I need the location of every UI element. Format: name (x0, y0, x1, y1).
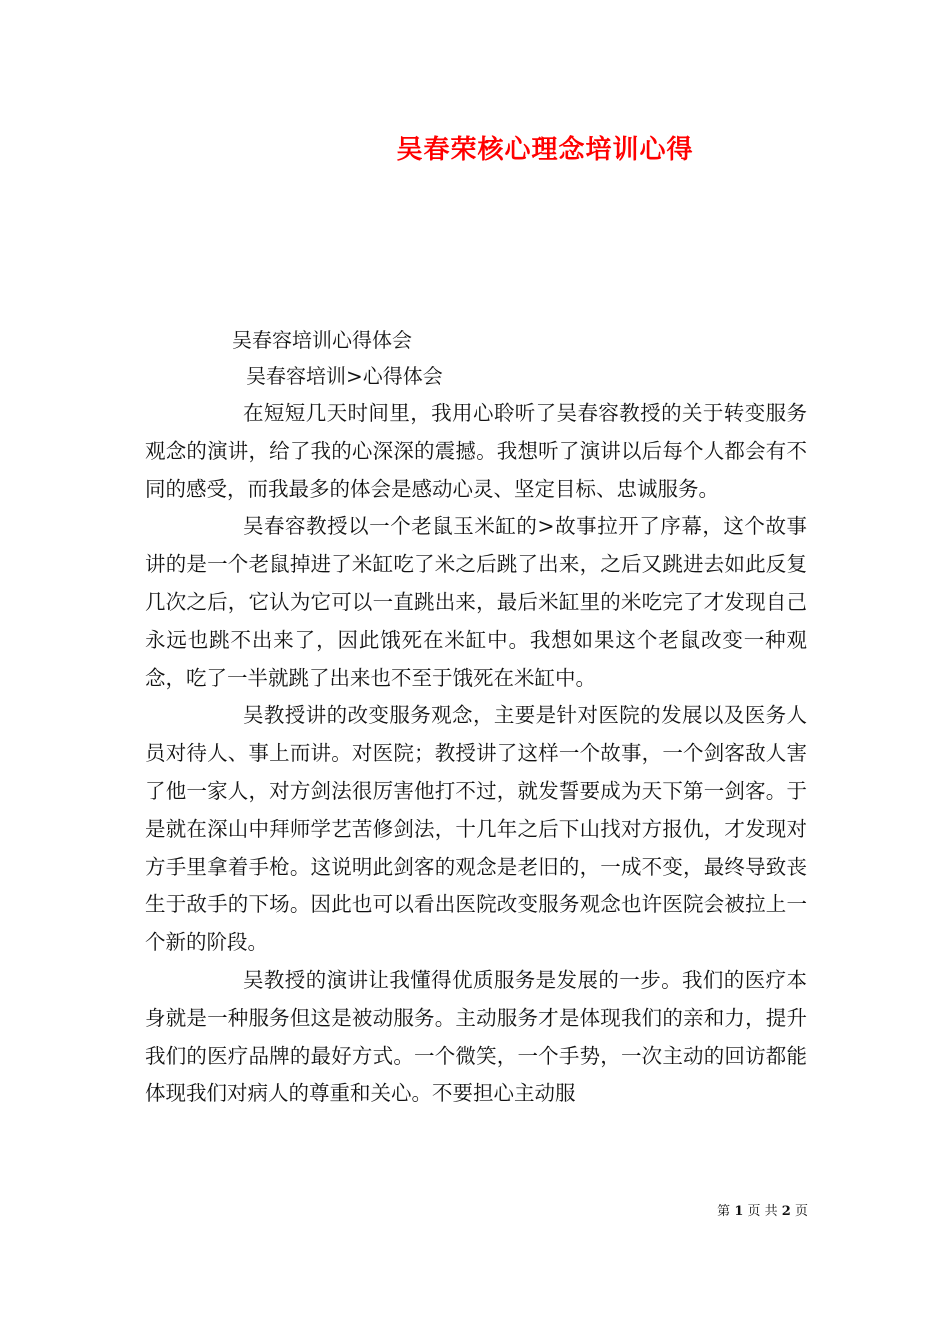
footer-current-page: 1 (734, 1204, 744, 1219)
document-title: 吴春荣核心理念培训心得 (396, 135, 694, 165)
paragraph-3: 吴教授讲的改变服务观念，主要是针对医院的发展以及医务人员对待人、事上而讲。对医院；教授讲了这样一个故事，一个剑客敌人害了他一家人，对方剑法很厉害他打不过，就发誓要成为天下第一剑客。于是就在深山中拜师学艺苦修剑法，十几年之后下山找对方报仇，才发现对方手里拿着手枪。这说明此剑客的观念是老旧的，一成不变，最终导致丧生于敌手的下场。因此也可以看出医院改变服务观念也许医院会被拉上一个新的阶段。 (145, 703, 807, 955)
footer-middle: 页 共 (747, 1204, 778, 1219)
paragraph-1: 在短短几天时间里，我用心聆听了吴春容教授的关于转变服务观念的演讲，给了我的心深深的震撼。我想听了演讲以后每个人都会有不同的感受，而我最多的体会是感动心灵、坚定目标、忠诚服务。 (145, 401, 807, 501)
subtitle-line-2: 吴春容培训>心得体会 (246, 364, 443, 388)
footer-prefix: 第 (717, 1204, 731, 1219)
body-text (145, 395, 807, 1113)
subtitle-line-1: 吴春容培训心得体会 (232, 328, 412, 352)
paragraph-2: 吴春容教授以一个老鼠玉米缸的>故事拉开了序幕，这个故事讲的是一个老鼠掉进了米缸吃了米之后跳了出来，之后又跳进去如此反复几次之后，它认为它可以一直跳出来，最后米缸里的米吃完了才发现自己永远也跳不出来了，因此饿死在米缸中。我想如果这个老鼠改变一种观念，吃了一半就跳了出来也不至于饿死在米缸中。 (145, 514, 807, 690)
paragraph-4: 吴教授的演讲让我懂得优质服务是发展的一步。我们的医疗本身就是一种服务但这是被动服务。主动服务才是体现我们的亲和力，提升我们的医疗品牌的最好方式。一个微笑，一个手势，一次主动的回访都能体现我们对病人的尊重和关心。不要担心主动服 (145, 967, 807, 1106)
footer-total-pages: 2 (781, 1204, 791, 1219)
footer-suffix: 页 (794, 1204, 808, 1219)
page-footer (717, 1202, 808, 1222)
